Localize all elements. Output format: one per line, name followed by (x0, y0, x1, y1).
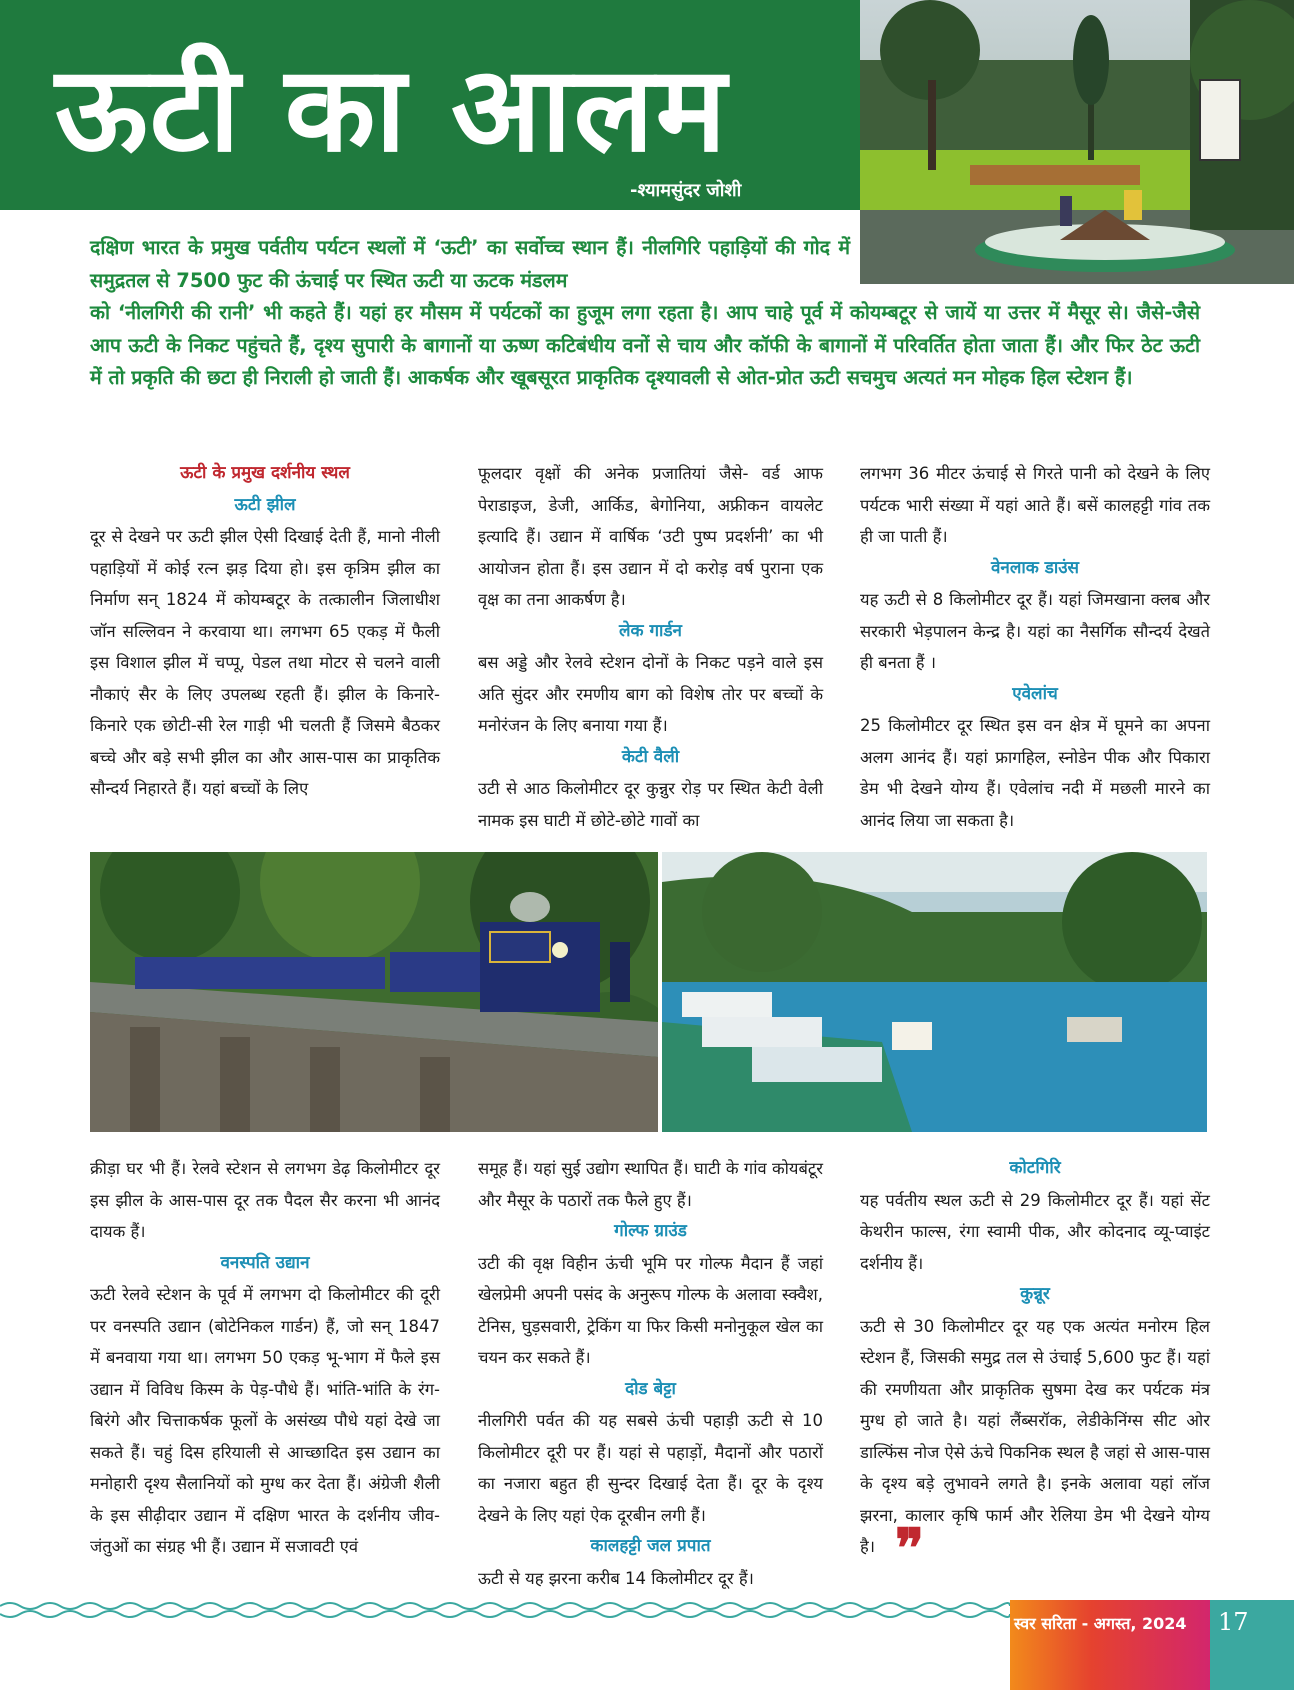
column-3-bottom (860, 1153, 1210, 1580)
heading-ketty-valley: केटी वैली (621, 746, 680, 767)
coonoor-paragraph (860, 1311, 1210, 1580)
heading-avalanche: एवेलांच (1012, 683, 1058, 704)
text-flower-show: फूलदार वृक्षों की अनेक प्रजातियां जैसे- वर्ड आफ पेराडाइज, डेजी, आर्किड, बेगोनिया, अफ्रीकन वायलेट इत्यादि हैं। उद्यान में वार्षिक ‘उटी पुष्प प्रदर्शनी’ का भी आयोजन होता हैं। इस उद्यान में दो करोड़ वर्ष पुराना एक वृक्ष का तना आकर्षण है। (478, 464, 823, 609)
text-coonoor: ऊटी से 30 किलोमीटर दूर यह एक अत्यंत मनोरम हिल स्टेशन हैं, जिसकी समुद्र तल से उंचाई 5,600 फुट हैं। यहां की रमणीयता और प्राकृतिक सुषमा देख कर पर्यटक मंत्र मुग्ध हो जाते है। यहां लैंब्सरॉक, लेडीकेनिंग्स सीट ओर डाल्फिंस नोज ऐसे ऊंचे पिकनिक स्थल है जहां से आस-पास के दृश्य बड़े लुभावने लगते है। इनके अलावा यहां लॉज झरना, कालार कृषि फार्म और रेलिया डेम भी देखने योग्य है। (860, 1316, 1210, 1556)
title-band (0, 0, 860, 210)
section-heading: ऊटी के प्रमुख दर्शनीय स्थल (180, 463, 350, 483)
text-ketty-valley: उटी से आठ किलोमीटर दूर कुन्नुर रोड़ पर स्थित केटी वेली नामक इस घाटी में छोटे-छोटे गावों का (478, 779, 823, 830)
intro-text-rest: को ‘नीलगिरी की रानी’ भी कहते हैं। यहां हर मौसम में पर्यटकों का हुजूम लगा रहता है। आप चाहे पूर्व में कोयम्बटूर से जायें या उत्तर में मैसूर से। जैसे-जैसे आप ऊटी के निकट पहुंचते हैं, दृश्य सुपारी के बागानों या ऊष्ण कटिबंधीय वनों से चाय और कॉफी के बागानों में परिवर्तित होता जाता हैं। और फिर ठेट ऊटी में तो प्रकृति की छटा ही निराली हो जाती हैं। आकर्षक और खूबसूरत प्राकृतिक दृश्यावली से ओत-प्रोत ऊटी सचमुच अत्यतं मन मोहक हिल स्टेशन हैं। (90, 301, 1200, 389)
column-2-bottom (478, 1153, 823, 1594)
column-1-bottom (90, 1153, 440, 1563)
text-lake-walk: क्रीड़ा घर भी हैं। रेलवे स्टेशन से लगभग डेढ़ किलोमीटर दूर इस झील के आस-पास दूर तक पैदल सैर करना भी आनंद दायक हैं। (90, 1159, 440, 1241)
text-waterfall-continued: लगभग 36 मीटर ऊंचाई से गिरते पानी को देखने के लिए पर्यटक भारी संख्या में यहां आते हैं। बसें कालहट्टी गांव तक ही जा पाती हैं। (860, 464, 1210, 546)
heading-lake-garden: लेक गार्डन (618, 620, 682, 641)
heading-doddabetta: दोड बेट्टा (625, 1378, 676, 1399)
heading-botanical-garden: वनस्पति उद्यान (220, 1252, 310, 1273)
ooty-lake-boats-photo (662, 852, 1207, 1132)
page-number: 17 (1218, 1608, 1249, 1636)
column-1-top (90, 458, 440, 805)
text-botanical-garden: ऊटी रेलवे स्टेशन के पूर्व में लगभग दो किलोमीटर की दूरी पर वनस्पति उद्यान (बोटेनिकल गार्डन) हैं, जो सन् 1847 में बनवाया गया था। लगभग 50 एकड़ भू-भाग में फैले इस उद्यान में विविध किस्म के पेड़-पौधे हैं। भांति-भांति के रंग-बिरंगे और चित्ताकर्षक फूलों के असंख्य पौधे यहां देखे जा सकते हैं। चहुं दिस हरियाली से आच्छादित इस उद्यान का मनोहारी दृश्य सैलानियों को मुग्ध कर देता हैं। अंग्रेजी शैली के इस सीढ़ीदार उद्यान में दक्षिण भारत के दर्शनीय जीव-जंतुओं का संग्रह भी हैं। उद्यान में सजावटी एवं (90, 1285, 440, 1556)
intro-paragraph (90, 232, 1200, 395)
page-title: ऊटी का आलम (55, 40, 729, 178)
closing-quote-icon: ❞ (895, 1515, 925, 1580)
heading-golf-ground: गोल्फ ग्राउंड (614, 1221, 687, 1241)
text-valley-continued: समूह हैं। यहां सुई उद्योग स्थापित हैं। घाटी के गांव कोयबंटूर और मैसूर के पठारों तक फैले हुए हैं। (478, 1159, 823, 1210)
heading-wenlock-downs: वेनलाक डाउंस (990, 557, 1080, 578)
toy-train-bridge-photo (90, 852, 658, 1132)
text-lake-garden: बस अड्डे और रेलवे स्टेशन दोनों के निकट पड़ने वाले इस अति सुंदर और रमणीय बाग को विशेष तोर पर बच्चों के मनोरंजन के लिए बनाया गया हैं। (478, 653, 823, 735)
column-3-top (860, 458, 1210, 836)
text-kotagiri: यह पर्वतीय स्थल ऊटी से 29 किलोमीटर दूर हैं। यहां सेंट केथरीन फाल्स, रंगा स्वामी पीक, और कोदनाद व्यू-प्वाइंट दर्शनीय हैं। (860, 1190, 1210, 1273)
magazine-issue: स्वर सरिता - अगस्त, 2024 (1014, 1614, 1187, 1633)
heading-kotagiri: कोटगिरि (1009, 1158, 1061, 1178)
heading-coonoor: कुन्नूर (1020, 1284, 1050, 1304)
text-wenlock-downs: यह ऊटी से 8 किलोमीटर दूर हैं। यहां जिमखाना क्लब और सरकारी भेड़पालन केन्द्र है। यहां का नैसर्गिक सौन्दर्य देखते ही बनता हैं । (860, 590, 1210, 672)
column-2-top (478, 458, 823, 836)
text-golf-ground: उटी की वृक्ष विहीन ऊंची भूमि पर गोल्फ मैदान हैं जहां खेलप्रेमी अपनी पसंद के अनुरूप गोल्फ के अलावा स्क्वैश, टेनिस, घुड़सवारी, ट्रेकिंग या फिर किसी मनोनुकूल खेल का चयन कर सकते हैं। (478, 1253, 823, 1367)
text-ooty-lake: दूर से देखने पर ऊटी झील ऐसी दिखाई देती हैं, मानो नीली पहाड़ियों में कोई रत्न झड़ दिया हो। इस कृत्रिम झील का निर्माण सन् 1824 में कोयम्बटूर के तत्कालीन जिलाधीश जॉन सल्लिवन ने करवाया था। लगभग 65 एकड़ में फैली इस विशाल झील में चप्पू, पेडल तथा मोटर से चलने वाली नौकाएं सैर के लिए उपलब्ध रहती हैं। झील के किनारे-किनारे एक छोटी-सी रेल गाड़ी भी चलती हैं जिसमे बैठकर बच्चे और बड़े सभी झील का और आस-पास का प्राकृतिक सौन्दर्य निहारते हैं। यहां बच्चों के लिए (90, 527, 440, 798)
text-avalanche: 25 किलोमीटर दूर स्थित इस वन क्षेत्र में घूमने का अपना अलग आनंद हैं। यहां फ्रागहिल, स्नोडेन पीक और पिकारा डेम भी देखने योग्य हैं। एवेलांच नदी में मछली मारने का आनंद लिया जा सकता है। (860, 716, 1210, 830)
intro-text-first: दक्षिण भारत के प्रमुख पर्वतीय पर्यटन स्थलों में ‘ऊटी’ का सर्वोच्च स्थान हैं। नीलगिरि पहाड़ियों की गोद में समुद्रतल से 7500 फुट की ऊंचाई पर स्थित ऊटी या ऊटक मंडलम (90, 236, 850, 292)
page-number-box (1210, 1600, 1294, 1690)
heading-kalhatti-falls: कालहट्टी जल प्रपात (590, 1536, 711, 1556)
heading-ooty-lake: ऊटी झील (234, 494, 296, 515)
text-doddabetta: नीलगिरी पर्वत की यह सबसे ऊंची पहाड़ी ऊटी से 10 किलोमीटर दूरी पर हैं। यहां से पहाड़ों, मैदानों और पठारों का नजारा बहुत ही सुन्दर दिखाई देता हैं। दूर के दृश्य देखने के लिए यहां ऐक दूरबीन लगी हैं। (478, 1411, 823, 1525)
decorative-wave-border (0, 1600, 1010, 1620)
text-kalhatti-falls: ऊटी से यह झरना करीब 14 किलोमीटर दूर हैं। (478, 1568, 754, 1588)
author-byline: -श्यामसुंदर जोशी (630, 180, 742, 201)
